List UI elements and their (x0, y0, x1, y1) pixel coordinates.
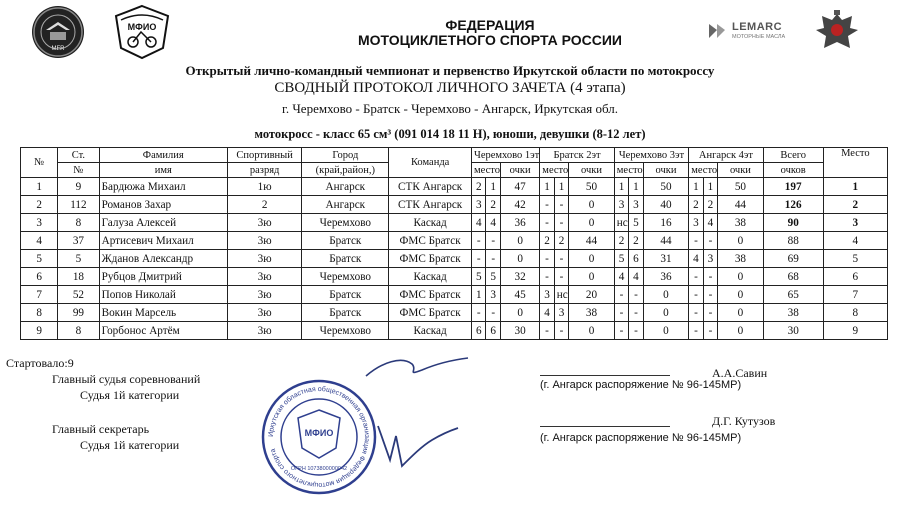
started-count: Стартовало:9 (6, 356, 74, 370)
row-s4-points: 0 (718, 322, 764, 340)
row-s2-points: 0 (569, 268, 615, 286)
eagle-emblem-icon (812, 8, 862, 56)
secretary-sign-line (540, 426, 670, 427)
row-name: Горбонос Артём (99, 322, 227, 340)
row-rank: 1ю (227, 178, 301, 196)
row-s1-place-a: 2 (472, 178, 486, 196)
row-team: ФМС Братск (389, 304, 472, 322)
row-start-number: 18 (58, 268, 99, 286)
row-s2-points: 0 (569, 214, 615, 232)
row-total: 68 (763, 268, 823, 286)
row-s4-points: 0 (718, 286, 764, 304)
row-s3-place-b: 5 (629, 214, 643, 232)
row-final-place: 7 (823, 286, 887, 304)
row-s4-points: 0 (718, 232, 764, 250)
row-s4-place-a: 3 (689, 214, 703, 232)
row-total: 38 (763, 304, 823, 322)
row-team: ФМС Братск (389, 286, 472, 304)
row-s4-place-a: - (689, 268, 703, 286)
row-rank: 2 (227, 196, 301, 214)
col-city-2: (край,район,) (302, 163, 389, 178)
chief-judge-title: Главный судья соревнований (52, 372, 201, 386)
row-start-number: 99 (58, 304, 99, 322)
col-start-2: № (58, 163, 99, 178)
chief-judge-sign-line (540, 375, 670, 376)
row-s4-place-a: 4 (689, 250, 703, 268)
stage3-points-sub: очки (643, 163, 689, 178)
table-row (21, 304, 888, 322)
row-s2-place-a: - (540, 214, 554, 232)
locations-line: г. Черемхово - Братск - Черемхово - Ангарск, Иркутская обл. (281, 101, 619, 116)
row-total: 88 (763, 232, 823, 250)
stamp-center-text: МФИО (304, 428, 334, 438)
row-s4-place-a: - (689, 286, 703, 304)
row-name: Рубцов Дмитрий (99, 268, 227, 286)
row-s1-points: 0 (500, 250, 539, 268)
row-s2-place-b: нс (554, 286, 568, 304)
row-s2-place-b: - (554, 250, 568, 268)
row-s1-place-a: 1 (472, 286, 486, 304)
col-stage2: Братск 2эт (540, 148, 614, 163)
secretary-title: Главный секретарь (52, 422, 150, 436)
svg-text:MFR: MFR (51, 46, 65, 52)
row-s2-place-a: 2 (540, 232, 554, 250)
row-s3-place-a: 2 (614, 232, 628, 250)
row-s3-place-b: 4 (629, 268, 643, 286)
col-stage4: Ангарск 4эт (689, 148, 763, 163)
row-team: СТК Ангарск (389, 196, 472, 214)
row-s1-points: 30 (500, 322, 539, 340)
row-s1-place-b: 5 (486, 268, 500, 286)
chief-judge-name: А.А.Савин (712, 366, 768, 380)
row-total: 197 (763, 178, 823, 196)
federation-line2: МОТОЦИКЛЕТНОГО СПОРТА РОССИИ (358, 31, 622, 48)
row-s4-points: 50 (718, 178, 764, 196)
results-table (20, 147, 888, 340)
row-s1-place-a: 6 (472, 322, 486, 340)
official-stamp (260, 378, 378, 496)
row-name: Романов Захар (99, 196, 227, 214)
stage2-points-sub: очки (569, 163, 615, 178)
col-city-1: Город (302, 148, 389, 163)
row-start-number: 52 (58, 286, 99, 304)
stage1-place-sub: место (472, 163, 501, 178)
col-team: Команда (389, 148, 472, 178)
row-s2-place-a: 3 (540, 286, 554, 304)
col-final-place: Место (823, 148, 887, 178)
row-s2-place-b: 2 (554, 232, 568, 250)
table-row (21, 268, 888, 286)
row-s4-place-b: 3 (703, 250, 717, 268)
row-name: Вокин Марсель (99, 304, 227, 322)
row-city: Ангарск (302, 178, 389, 196)
row-final-place: 3 (823, 214, 887, 232)
row-s4-place-b: - (703, 304, 717, 322)
row-s1-place-b: - (486, 304, 500, 322)
row-s4-points: 38 (718, 214, 764, 232)
col-num: № (21, 148, 58, 178)
row-num: 4 (21, 232, 58, 250)
col-surname-1: Фамилия (99, 148, 227, 163)
row-s3-place-a: 5 (614, 250, 628, 268)
row-start-number: 8 (58, 214, 99, 232)
row-num: 8 (21, 304, 58, 322)
row-s3-points: 16 (643, 214, 689, 232)
row-s1-place-b: - (486, 232, 500, 250)
col-rank-1: Спортивный (227, 148, 301, 163)
chief-judge-signature (362, 352, 472, 382)
row-team: ФМС Братск (389, 250, 472, 268)
table-row (21, 178, 888, 196)
row-start-number: 5 (58, 250, 99, 268)
col-start-1: Ст. (58, 148, 99, 163)
row-s1-place-a: - (472, 304, 486, 322)
stamp-ring-text: Иркутская областная общественная организация Федерация мотоциклетного спорта (267, 385, 371, 489)
row-start-number: 37 (58, 232, 99, 250)
row-s4-place-b: 2 (703, 196, 717, 214)
row-final-place: 8 (823, 304, 887, 322)
row-s3-place-b: 1 (629, 178, 643, 196)
row-s1-place-b: 2 (486, 196, 500, 214)
row-s1-points: 47 (500, 178, 539, 196)
row-rank: 3ю (227, 250, 301, 268)
row-num: 7 (21, 286, 58, 304)
table-row (21, 286, 888, 304)
table-row (21, 196, 888, 214)
row-s1-points: 42 (500, 196, 539, 214)
row-final-place: 2 (823, 196, 887, 214)
row-s2-points: 0 (569, 196, 615, 214)
row-s1-place-b: 4 (486, 214, 500, 232)
row-s1-place-b: 6 (486, 322, 500, 340)
row-s1-points: 36 (500, 214, 539, 232)
row-name: Жданов Александр (99, 250, 227, 268)
row-s4-place-b: - (703, 322, 717, 340)
lemarc-sub: МОТОРНЫЕ МАСЛА (732, 34, 786, 40)
col-stage1: Черемхово 1эт (472, 148, 540, 163)
row-s2-place-a: - (540, 322, 554, 340)
table-row (21, 250, 888, 268)
row-s1-place-a: - (472, 250, 486, 268)
row-s3-place-b: 6 (629, 250, 643, 268)
row-s3-place-b: - (629, 286, 643, 304)
row-s3-place-a: 3 (614, 196, 628, 214)
row-s4-points: 44 (718, 196, 764, 214)
row-start-number: 112 (58, 196, 99, 214)
row-num: 1 (21, 178, 58, 196)
chief-judge-order: (г. Ангарск распоряжение № 96-145МР) (540, 379, 742, 391)
row-city: Братск (302, 250, 389, 268)
championship-title: Открытый лично-командный чемпионат и первенство Иркутской области по мотокроссу (185, 63, 715, 78)
col-surname-2: имя (99, 163, 227, 178)
row-s3-place-a: - (614, 286, 628, 304)
row-s1-place-a: 3 (472, 196, 486, 214)
row-s4-place-b: - (703, 268, 717, 286)
stage4-points-sub: очки (718, 163, 764, 178)
row-s1-place-b: - (486, 250, 500, 268)
row-city: Черемхово (302, 214, 389, 232)
row-s4-place-b: 1 (703, 178, 717, 196)
row-start-number: 8 (58, 322, 99, 340)
row-num: 2 (21, 196, 58, 214)
federation-line1: ФЕДЕРАЦИЯ (445, 17, 535, 33)
row-s1-place-a: 4 (472, 214, 486, 232)
row-name: Бардюжа Михаил (99, 178, 227, 196)
row-s3-place-a: 4 (614, 268, 628, 286)
row-s2-place-a: 4 (540, 304, 554, 322)
row-rank: 3ю (227, 214, 301, 232)
row-city: Братск (302, 232, 389, 250)
secretary-category: Судья 1й категории (80, 438, 180, 452)
stage2-place-sub: место (540, 163, 569, 178)
row-s4-place-a: 2 (689, 196, 703, 214)
row-s2-place-b: 1 (554, 178, 568, 196)
row-s3-place-a: нс (614, 214, 628, 232)
table-row (21, 232, 888, 250)
row-rank: 3ю (227, 286, 301, 304)
row-s4-place-a: 1 (689, 178, 703, 196)
row-s4-place-b: - (703, 232, 717, 250)
col-total-1: Всего (763, 148, 823, 163)
row-s2-points: 44 (569, 232, 615, 250)
row-team: ФМС Братск (389, 232, 472, 250)
row-rank: 3ю (227, 304, 301, 322)
row-rank: 3ю (227, 268, 301, 286)
row-city: Братск (302, 286, 389, 304)
table-header-row (21, 148, 888, 163)
stage3-place-sub: место (614, 163, 643, 178)
row-s4-points: 38 (718, 250, 764, 268)
row-s4-place-a: - (689, 232, 703, 250)
row-s4-points: 0 (718, 268, 764, 286)
row-total: 30 (763, 322, 823, 340)
row-s3-place-b: 3 (629, 196, 643, 214)
row-city: Черемхово (302, 268, 389, 286)
svg-text:МФИО: МФИО (127, 22, 157, 32)
lemarc-mark-icon (706, 20, 728, 42)
row-s2-points: 0 (569, 250, 615, 268)
row-num: 9 (21, 322, 58, 340)
row-s4-place-b: 4 (703, 214, 717, 232)
row-s3-points: 36 (643, 268, 689, 286)
row-s1-place-a: - (472, 232, 486, 250)
row-final-place: 4 (823, 232, 887, 250)
row-s3-place-a: - (614, 322, 628, 340)
row-rank: 3ю (227, 232, 301, 250)
row-rank: 3ю (227, 322, 301, 340)
row-s2-place-b: 3 (554, 304, 568, 322)
row-s2-points: 20 (569, 286, 615, 304)
row-s1-points: 0 (500, 232, 539, 250)
row-s2-place-a: - (540, 250, 554, 268)
row-s2-place-b: - (554, 322, 568, 340)
row-final-place: 5 (823, 250, 887, 268)
row-s4-place-a: - (689, 322, 703, 340)
row-num: 3 (21, 214, 58, 232)
secretary-name: Д.Г. Кутузов (712, 414, 776, 428)
table-row (21, 214, 888, 232)
row-s1-points: 45 (500, 286, 539, 304)
stage1-points-sub: очки (500, 163, 539, 178)
row-city: Братск (302, 304, 389, 322)
row-team: Каскад (389, 214, 472, 232)
row-s3-place-b: 2 (629, 232, 643, 250)
row-s3-place-b: - (629, 304, 643, 322)
row-s3-points: 50 (643, 178, 689, 196)
row-s3-place-b: - (629, 322, 643, 340)
row-s2-place-a: - (540, 196, 554, 214)
row-s2-place-b: - (554, 214, 568, 232)
col-total-2: очков (763, 163, 823, 178)
row-total: 65 (763, 286, 823, 304)
row-s1-points: 0 (500, 304, 539, 322)
row-s2-place-a: 1 (540, 178, 554, 196)
row-s4-points: 0 (718, 304, 764, 322)
secretary-order: (г. Ангарск распоряжение № 96-145МР) (540, 432, 742, 444)
row-final-place: 1 (823, 178, 887, 196)
row-total: 126 (763, 196, 823, 214)
row-name: Попов Николай (99, 286, 227, 304)
row-s3-points: 31 (643, 250, 689, 268)
row-s1-place-b: 3 (486, 286, 500, 304)
table-row (21, 322, 888, 340)
row-s1-place-b: 1 (486, 178, 500, 196)
row-total: 90 (763, 214, 823, 232)
row-final-place: 9 (823, 322, 887, 340)
row-s3-place-a: 1 (614, 178, 628, 196)
protocol-title: СВОДНЫЙ ПРОТОКОЛ ЛИЧНОГО ЗАЧЕТА (4 этапа) (274, 80, 626, 96)
lemarc-brand: LEMARC (732, 21, 783, 33)
row-s3-points: 44 (643, 232, 689, 250)
row-s2-points: 50 (569, 178, 615, 196)
row-s1-points: 32 (500, 268, 539, 286)
row-s4-place-b: - (703, 286, 717, 304)
row-s3-points: 0 (643, 322, 689, 340)
secretary-signature (372, 416, 462, 476)
row-s2-points: 38 (569, 304, 615, 322)
row-total: 69 (763, 250, 823, 268)
row-s1-place-a: 5 (472, 268, 486, 286)
row-team: СТК Ангарск (389, 178, 472, 196)
row-start-number: 9 (58, 178, 99, 196)
row-final-place: 6 (823, 268, 887, 286)
row-s3-place-a: - (614, 304, 628, 322)
chief-judge-category: Судья 1й категории (80, 388, 180, 402)
row-team: Каскад (389, 322, 472, 340)
row-num: 5 (21, 250, 58, 268)
ministry-emblem (812, 8, 862, 56)
row-s4-place-a: - (689, 304, 703, 322)
row-s2-place-b: - (554, 268, 568, 286)
row-s3-points: 0 (643, 286, 689, 304)
row-city: Черемхово (302, 322, 389, 340)
row-s3-points: 0 (643, 304, 689, 322)
row-team: Каскад (389, 268, 472, 286)
row-s3-points: 40 (643, 196, 689, 214)
row-name: Артисевич Михаил (99, 232, 227, 250)
row-num: 6 (21, 268, 58, 286)
col-stage3: Черемхово 3эт (614, 148, 688, 163)
row-s2-points: 0 (569, 322, 615, 340)
row-name: Галуза Алексей (99, 214, 227, 232)
class-line: мотокросс - класс 65 см³ (091 014 18 11 Н), юноши, девушки (8-12 лет) (254, 127, 646, 141)
row-city: Ангарск (302, 196, 389, 214)
row-s2-place-b: - (554, 196, 568, 214)
col-rank-2: разряд (227, 163, 301, 178)
row-s2-place-a: - (540, 268, 554, 286)
stage4-place-sub: место (689, 163, 718, 178)
stamp-ogrn-text: ОГРН 1073800000042 (290, 466, 348, 472)
lemarc-logo (706, 20, 794, 44)
